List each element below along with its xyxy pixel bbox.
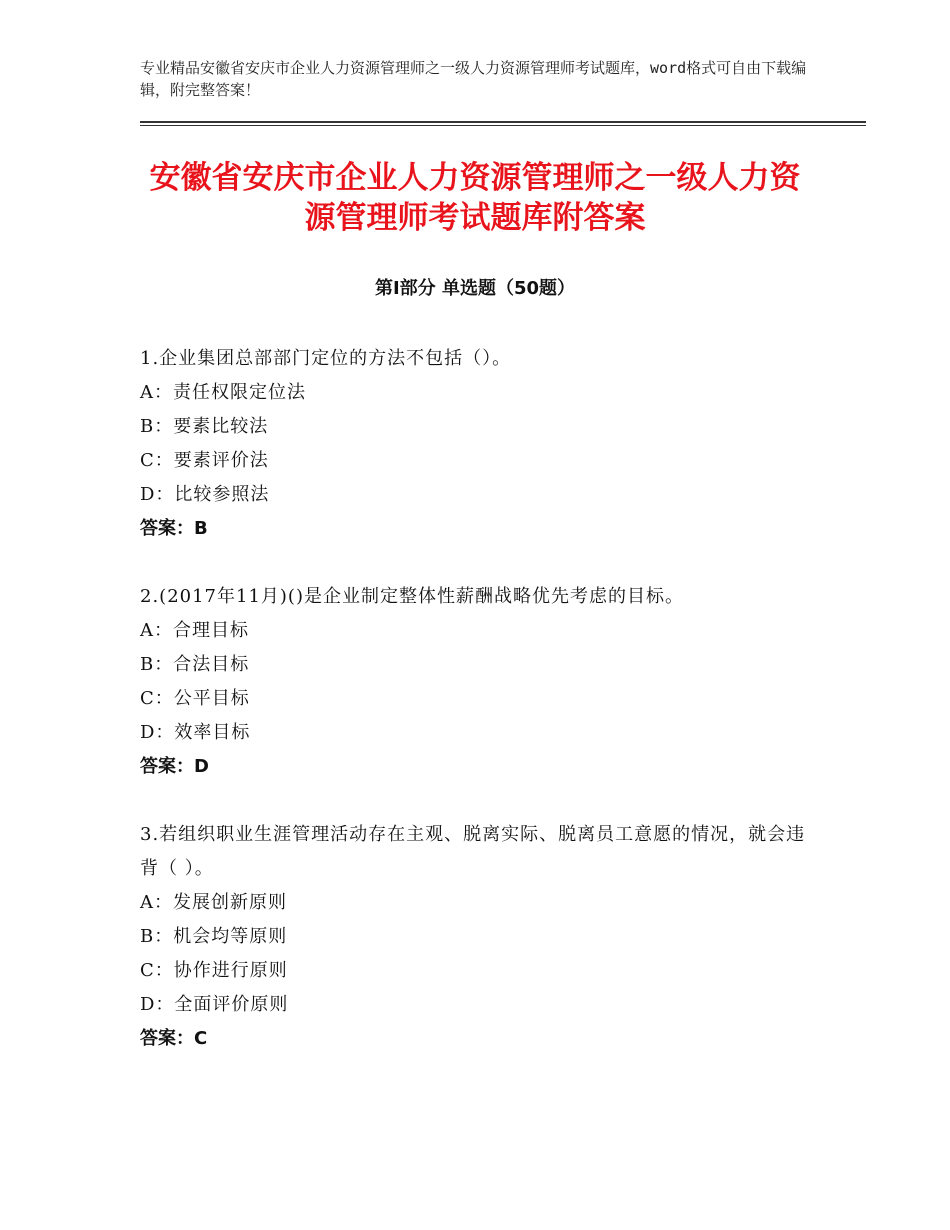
option-a: A：发展创新原则 — [140, 892, 287, 913]
option-d: D：全面评价原则 — [140, 994, 289, 1015]
header-note: 专业精品安徽省安庆市企业人力资源管理师之一级人力资源管理师考试题库，word格式可自由下载编辑，附完整答案！ — [140, 59, 807, 99]
question-stem: 3.若组织职业生涯管理活动存在主观、脱离实际、脱离员工意愿的情况，就会违背（ ）。 — [140, 824, 806, 879]
question-list — [140, 342, 810, 1090]
answer: 答案：B — [140, 518, 208, 539]
option-c: C：公平目标 — [140, 688, 250, 709]
option-d: D：效率目标 — [140, 722, 251, 743]
header-rule-thin — [140, 125, 866, 126]
header-rule-thick — [140, 121, 866, 123]
question-stem: 2.(2017年11月)()是企业制定整体性薪酬战略优先考虑的目标。 — [140, 586, 684, 607]
option-a: A：合理目标 — [140, 620, 249, 641]
answer: 答案：C — [140, 1028, 208, 1049]
option-b: B：要素比较法 — [140, 416, 269, 437]
answer: 答案：D — [140, 756, 209, 777]
option-a: A：责任权限定位法 — [140, 382, 306, 403]
question-1 — [140, 342, 810, 546]
option-d: D：比较参照法 — [140, 484, 270, 505]
question-stem: 1.企业集团总部部门定位的方法不包括（）。 — [140, 348, 512, 369]
document-title: 安徽省安庆市企业人力资源管理师之一级人力资源管理师考试题库附答案 — [149, 160, 801, 236]
question-3 — [140, 818, 810, 1056]
section-title: 第Ⅰ部分 单选题（50题） — [374, 278, 575, 299]
option-c: C：协作进行原则 — [140, 960, 288, 981]
option-c: C：要素评价法 — [140, 450, 269, 471]
question-2 — [140, 580, 810, 784]
option-b: B：合法目标 — [140, 654, 250, 675]
option-b: B：机会均等原则 — [140, 926, 288, 947]
